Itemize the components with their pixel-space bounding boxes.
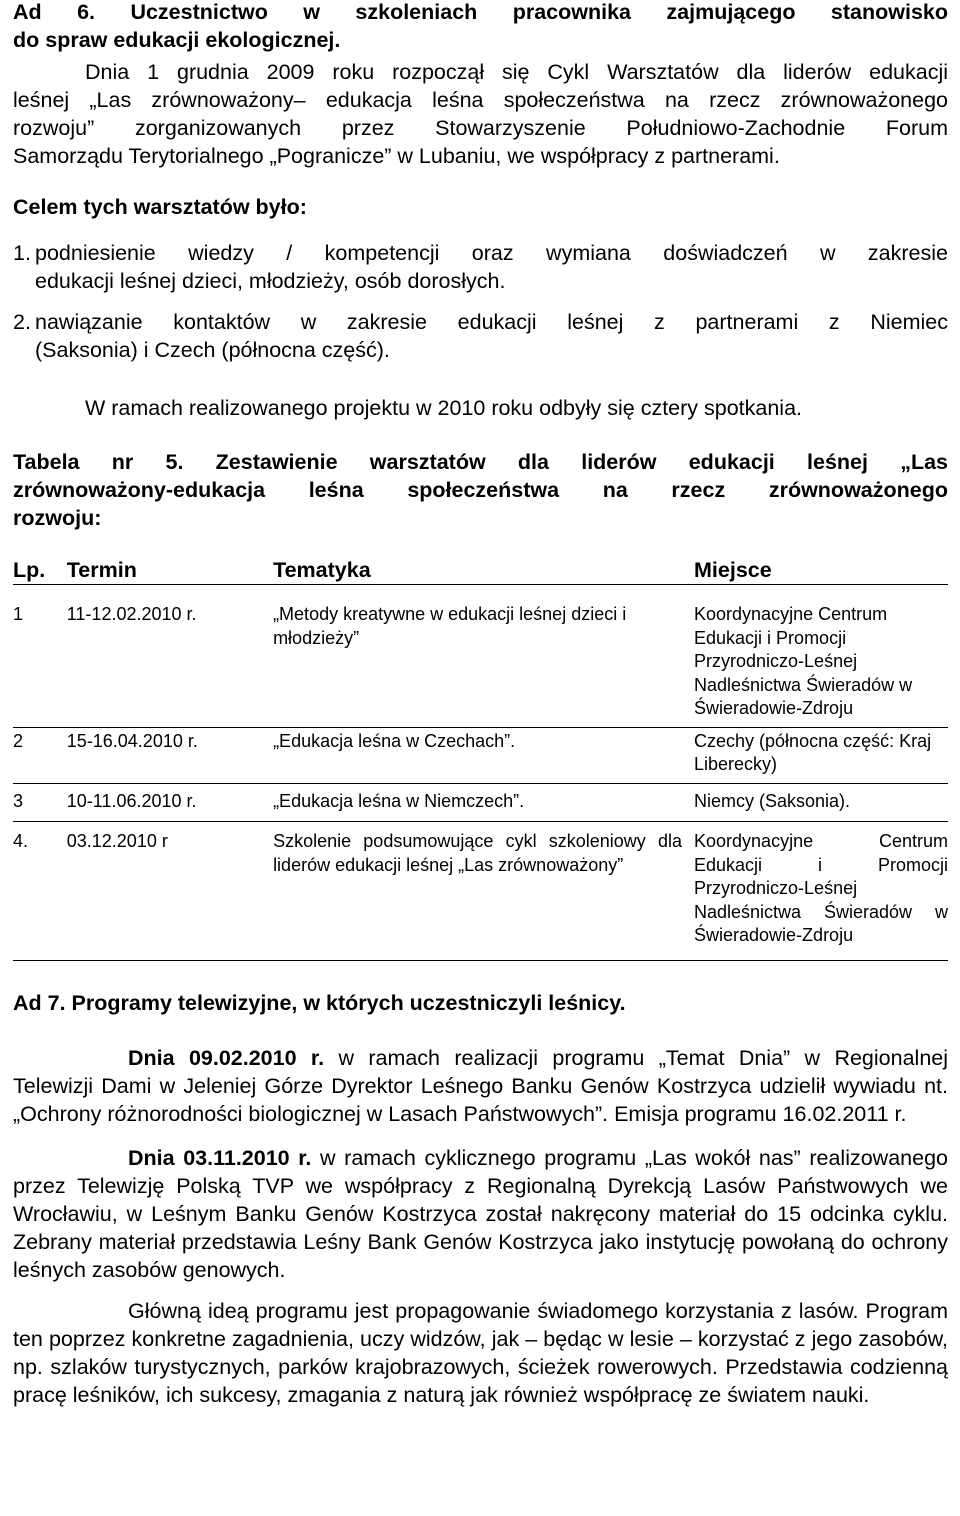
cell-termin: 03.12.2010 r <box>66 831 168 851</box>
table-row <box>13 784 948 822</box>
list-number: 1. <box>13 241 31 265</box>
cell-termin: 11-12.02.2010 r. <box>66 604 197 624</box>
list-number: 2. <box>13 310 31 334</box>
list-text <box>35 239 948 295</box>
list-text-line: edukacji leśnej dzieci, młodzieży, osób dorosłych. <box>35 269 506 293</box>
header-tematyka: Tematyka <box>273 558 371 582</box>
document-page <box>13 0 948 1409</box>
cell-lp: 3 <box>13 790 24 811</box>
ad7-heading: Ad 7. Programy telewizyjne, w których uczestniczyli leśnicy. <box>13 990 626 1015</box>
cell-termin: 10-11.06.2010 r. <box>66 790 197 811</box>
table-header-row <box>13 556 948 585</box>
cell-tematyka: Szkolenie podsumowujące cykl szkoleniowy dla liderów edukacji leśnej „Las zrównoważony” <box>273 831 683 875</box>
header-miejsce: Miejsce <box>694 558 772 582</box>
table-row <box>13 593 948 727</box>
header-lp: Lp. <box>13 558 46 582</box>
table-caption-line: rozwoju: <box>13 506 102 530</box>
ad7-entry2 <box>13 1144 948 1284</box>
cell-lp: 2 <box>13 730 24 751</box>
cell-lp: 4. <box>13 831 29 851</box>
cell-miejsce: Czechy (północna część: Kraj Liberecky) <box>694 730 932 774</box>
table-caption <box>13 448 948 532</box>
ad7-entry1 <box>13 1044 948 1128</box>
ad6-heading-line1: Ad 6. Uczestnictwo w szkoleniach pracownika zajmującego stanowisko <box>13 0 948 24</box>
table-caption-line: zrównoważony-edukacja leśna społeczeństwa na rzecz zrównoważonego <box>13 478 948 502</box>
cell-miejsce: Koordynacyjne Centrum Edukacji i Promocji Przyrodniczo-Leśnej Nadleśnictwa Świeradów w Świeradowie-Zdroju <box>694 604 913 718</box>
cell-miejsce: Koordynacyjne Centrum Edukacji i Promocji Przyrodniczo-Leśnej Nadleśnictwa Świeradów w Świeradowie-Zdroju <box>694 831 948 945</box>
cell-tematyka: „Edukacja leśna w Czechach”. <box>273 730 516 751</box>
list-text-line: nawiązanie kontaktów w zakresie edukacji leśnej z partnerami z Niemiec <box>35 310 948 334</box>
table-caption-line: Tabela nr 5. Zestawienie warsztatów dla liderów edukacji leśnej „Las <box>13 450 948 474</box>
paragraph-line: leśnej „Las zrównoważony– edukacja leśna społeczeństwa na rzecz zrównoważonego <box>13 88 948 112</box>
table-row <box>13 728 948 784</box>
goals-list <box>13 239 948 364</box>
ad7-paragraph3: Główną ideą programu jest propagowanie świadomego korzystania z lasów. Program ten poprzez konkretne zagadnienia, uczy widzów, jak – będąc w lesie – korzystać z jego zasobów, np. szlaków turystycznych, parków krajobrazowych, ścieżek rowerowych. Przedstawia codzienną pracę leśników, ich sukcesy, zmagania z naturą jak również współpracę ze światem nauki. <box>13 1298 948 1407</box>
header-termin: Termin <box>66 558 137 582</box>
cell-termin: 15-16.04.2010 r. <box>66 730 198 751</box>
cell-tematyka: „Metody kreatywne w edukacji leśnej dzieci i młodzieży” <box>273 604 627 648</box>
list-text-line: (Saksonia) i Czech (północna część). <box>35 338 390 362</box>
cell-tematyka: „Edukacja leśna w Niemczech”. <box>273 790 525 811</box>
goals-heading: Celem tych warsztatów było: <box>13 195 307 219</box>
entry1-date: Dnia 09.02.2010 r. <box>128 1045 325 1070</box>
entry1-text: w ramach realizacji programu „Temat Dnia” w Regionalnej Telewizji Dami w Jeleniej Górze Dyrektor Leśnego Banku Genów Kostrzyca udzielił wywiadu nt. „Ochrony różnorodności biologicznej w Lasach Państwowych”. Emisja programu 16.02.2011 r. <box>13 1045 949 1126</box>
table-row <box>13 822 948 960</box>
paragraph-line: Samorządu Terytorialnego „Pogranicze” w Lubaniu, we współpracy z partnerami. <box>13 144 780 168</box>
cell-lp: 1 <box>13 604 24 624</box>
list-text-line: podniesienie wiedzy / kompetencji oraz wymiana doświadczeń w zakresie <box>35 241 948 265</box>
list-item <box>13 239 948 295</box>
entry2-text: w ramach cyklicznego programu „Las wokół nas” realizowanego przez Telewizję Polską TVP we współpracy z Regionalną Dyrekcją Lasów Państwowych we Wrocławiu, w Leśnym Banku Genów Kostrzyca został nakręcony materiał do 15 odcinka cyklu. Zebrany materiał przedstawia Leśny Bank Genów Kostrzyca jako instytucję powołaną do ochrony leśnych zasobów genowych. <box>13 1145 948 1282</box>
cell-miejsce: Niemcy (Saksonia). <box>694 790 851 811</box>
entry2-date: Dnia 03.11.2010 r. <box>128 1145 312 1170</box>
list-item <box>13 308 948 364</box>
meetings-text: W ramach realizowanego projektu w 2010 roku odbyły się cztery spotkania. <box>85 396 803 420</box>
paragraph-line: rozwoju” zorganizowanych przez Stowarzyszenie Południowo-Zachodnie Forum <box>13 116 948 140</box>
list-text <box>35 308 948 364</box>
ad6-heading-line2: do spraw edukacji ekologicznej. <box>13 28 341 52</box>
paragraph-line: Dnia 1 grudnia 2009 roku rozpoczął się Cykl Warsztatów dla liderów edukacji <box>85 60 948 84</box>
ad6-paragraph <box>13 58 948 170</box>
workshops-table <box>13 556 948 961</box>
